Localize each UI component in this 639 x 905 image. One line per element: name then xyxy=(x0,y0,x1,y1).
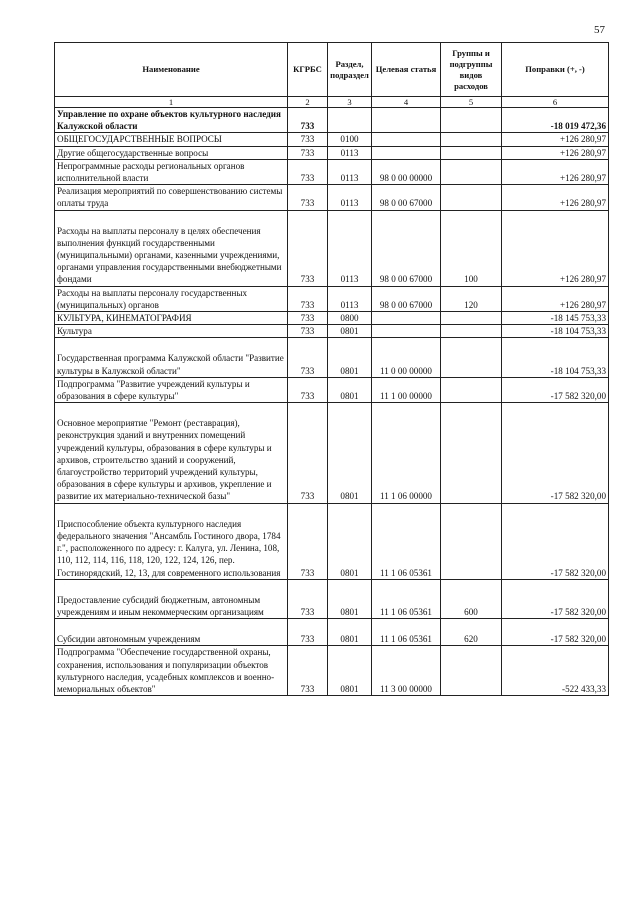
row-target-article xyxy=(372,312,441,325)
row-razdel: 0801 xyxy=(328,646,372,696)
row-amount: -17 582 320,00 xyxy=(502,377,609,402)
row-amount: -18 104 753,33 xyxy=(502,325,609,338)
row-name: Непрограммные расходы региональных органов исполнительной власти xyxy=(55,159,288,184)
row-razdel: 0113 xyxy=(328,210,372,286)
row-kgrbs: 733 xyxy=(288,210,328,286)
row-name: Подпрограмма "Развитие учреждений культуры и образования в сфере культуры" xyxy=(55,377,288,402)
row-kgrbs: 733 xyxy=(288,286,328,311)
table-body xyxy=(55,108,609,696)
row-amount: -17 582 320,00 xyxy=(502,403,609,503)
row-kgrbs: 733 xyxy=(288,325,328,338)
row-target-article: 11 1 00 00000 xyxy=(372,377,441,402)
col-number: 5 xyxy=(441,97,502,108)
row-target-article xyxy=(372,146,441,159)
table-row xyxy=(55,403,609,503)
row-name: Реализация мероприятий по совершенствованию системы оплаты труда xyxy=(55,185,288,210)
row-target-article: 98 0 00 67000 xyxy=(372,210,441,286)
header-target-article: Целевая статья xyxy=(372,43,441,97)
row-name: Субсидии автономным учреждениям xyxy=(55,619,288,646)
table-row xyxy=(55,619,609,646)
table-row xyxy=(55,646,609,696)
row-amount: +126 280,97 xyxy=(502,159,609,184)
row-target-article xyxy=(372,133,441,146)
col-number: 4 xyxy=(372,97,441,108)
row-name: КУЛЬТУРА, КИНЕМАТОГРАФИЯ xyxy=(55,312,288,325)
row-kgrbs: 733 xyxy=(288,503,328,579)
row-target-article: 98 0 00 00000 xyxy=(372,159,441,184)
table-row xyxy=(55,108,609,133)
table-row xyxy=(55,146,609,159)
row-amount: +126 280,97 xyxy=(502,210,609,286)
row-amount: +126 280,97 xyxy=(502,133,609,146)
row-name: Другие общегосударственные вопросы xyxy=(55,146,288,159)
row-amount: -18 145 753,33 xyxy=(502,312,609,325)
row-expense-group xyxy=(441,646,502,696)
row-amount: +126 280,97 xyxy=(502,146,609,159)
row-target-article: 11 3 00 00000 xyxy=(372,646,441,696)
row-razdel: 0113 xyxy=(328,185,372,210)
row-kgrbs: 733 xyxy=(288,338,328,377)
row-expense-group xyxy=(441,146,502,159)
row-name: Расходы на выплаты персоналу государственных (муниципальных) органов xyxy=(55,286,288,311)
row-razdel: 0113 xyxy=(328,159,372,184)
row-name: Подпрограмма "Обеспечение государственной охраны, сохранения, использования и популяризации объектов культурного наследия, усадебных комплексов и военно-мемориальных объектов" xyxy=(55,646,288,696)
row-kgrbs: 733 xyxy=(288,377,328,402)
row-target-article: 11 0 00 00000 xyxy=(372,338,441,377)
row-target-article xyxy=(372,108,441,133)
col-number: 6 xyxy=(502,97,609,108)
row-amount: -17 582 320,00 xyxy=(502,503,609,579)
table-row xyxy=(55,579,609,618)
row-target-article: 11 1 06 00000 xyxy=(372,403,441,503)
budget-amendments-table xyxy=(54,42,609,696)
row-name: Культура xyxy=(55,325,288,338)
row-expense-group xyxy=(441,325,502,338)
table-row xyxy=(55,210,609,286)
row-razdel: 0801 xyxy=(328,403,372,503)
row-kgrbs: 733 xyxy=(288,619,328,646)
row-name: Государственная программа Калужской области "Развитие культуры в Калужской области" xyxy=(55,338,288,377)
row-kgrbs: 733 xyxy=(288,312,328,325)
row-amount: -17 582 320,00 xyxy=(502,619,609,646)
row-razdel: 0801 xyxy=(328,338,372,377)
row-target-article: 11 1 06 05361 xyxy=(372,579,441,618)
row-name: ОБЩЕГОСУДАРСТВЕННЫЕ ВОПРОСЫ xyxy=(55,133,288,146)
row-expense-group: 620 xyxy=(441,619,502,646)
table-row xyxy=(55,325,609,338)
row-name: Управление по охране объектов культурного наследия Калужской области xyxy=(55,108,288,133)
header-kgrbs: КГРБС xyxy=(288,43,328,97)
row-expense-group: 100 xyxy=(441,210,502,286)
table-row xyxy=(55,286,609,311)
table-row xyxy=(55,338,609,377)
row-name: Основное мероприятие "Ремонт (реставрация), реконструкция зданий и внутренних помещений учреждений культуры, образования в сфере культуры и архивов, строительство зданий и сооружений, благоустройство территорий учреждений культуры, образования в сфере культуры и архивов, укрепление и развитие их материально-технической базы" xyxy=(55,403,288,503)
table-row xyxy=(55,503,609,579)
table-row xyxy=(55,159,609,184)
header-amendments: Поправки (+, -) xyxy=(502,43,609,97)
row-kgrbs: 733 xyxy=(288,579,328,618)
header-name: Наименование xyxy=(55,43,288,97)
row-kgrbs: 733 xyxy=(288,403,328,503)
table-row xyxy=(55,185,609,210)
row-name: Приспособление объекта культурного наследия федерального значения "Ансамбль Гостиного двора, 1784 г.", расположенного по адресу: г. Калуга, ул. Ленина, 108, 110, 112, 114, 116, 118, 120, 122, 124, 126, пер. Гостинорядский, 12, 13, для современного использования xyxy=(55,503,288,579)
row-razdel: 0801 xyxy=(328,503,372,579)
row-razdel: 0113 xyxy=(328,146,372,159)
row-expense-group: 600 xyxy=(441,579,502,618)
row-expense-group xyxy=(441,338,502,377)
row-expense-group xyxy=(441,377,502,402)
row-razdel: 0801 xyxy=(328,325,372,338)
header-expense-group: Группы и подгруппы видов расходов xyxy=(441,43,502,97)
col-number: 2 xyxy=(288,97,328,108)
table-header-row xyxy=(55,43,609,97)
table-row xyxy=(55,312,609,325)
row-kgrbs: 733 xyxy=(288,646,328,696)
row-amount: -17 582 320,00 xyxy=(502,579,609,618)
row-expense-group xyxy=(441,312,502,325)
header-razdel: Раздел, подраздел xyxy=(328,43,372,97)
row-razdel: 0801 xyxy=(328,619,372,646)
page-number: 57 xyxy=(594,24,605,36)
table-row xyxy=(55,133,609,146)
row-amount: -18 104 753,33 xyxy=(502,338,609,377)
row-kgrbs: 733 xyxy=(288,133,328,146)
row-expense-group xyxy=(441,185,502,210)
row-expense-group xyxy=(441,159,502,184)
row-razdel: 0113 xyxy=(328,286,372,311)
row-amount: +126 280,97 xyxy=(502,286,609,311)
row-target-article: 98 0 00 67000 xyxy=(372,286,441,311)
row-razdel: 0801 xyxy=(328,579,372,618)
row-name: Расходы на выплаты персоналу в целях обеспечения выполнения функций государственными (муниципальными) органами, казенными учреждениями, органами управления государственными внебюджетными фондами xyxy=(55,210,288,286)
row-amount: -522 433,33 xyxy=(502,646,609,696)
row-amount: +126 280,97 xyxy=(502,185,609,210)
row-razdel: 0100 xyxy=(328,133,372,146)
row-kgrbs: 733 xyxy=(288,108,328,133)
row-razdel: 0800 xyxy=(328,312,372,325)
row-target-article: 98 0 00 67000 xyxy=(372,185,441,210)
row-kgrbs: 733 xyxy=(288,185,328,210)
table-row xyxy=(55,377,609,402)
row-razdel xyxy=(328,108,372,133)
row-kgrbs: 733 xyxy=(288,146,328,159)
row-target-article: 11 1 06 05361 xyxy=(372,619,441,646)
row-razdel: 0801 xyxy=(328,377,372,402)
row-expense-group xyxy=(441,133,502,146)
row-target-article xyxy=(372,325,441,338)
row-expense-group xyxy=(441,503,502,579)
col-number: 1 xyxy=(55,97,288,108)
row-target-article: 11 1 06 05361 xyxy=(372,503,441,579)
row-expense-group: 120 xyxy=(441,286,502,311)
row-expense-group xyxy=(441,403,502,503)
column-number-row xyxy=(55,97,609,108)
row-amount: -18 019 472,36 xyxy=(502,108,609,133)
row-name: Предоставление субсидий бюджетным, автономным учреждениям и иным некоммерческим организациям xyxy=(55,579,288,618)
row-kgrbs: 733 xyxy=(288,159,328,184)
row-expense-group xyxy=(441,108,502,133)
col-number: 3 xyxy=(328,97,372,108)
